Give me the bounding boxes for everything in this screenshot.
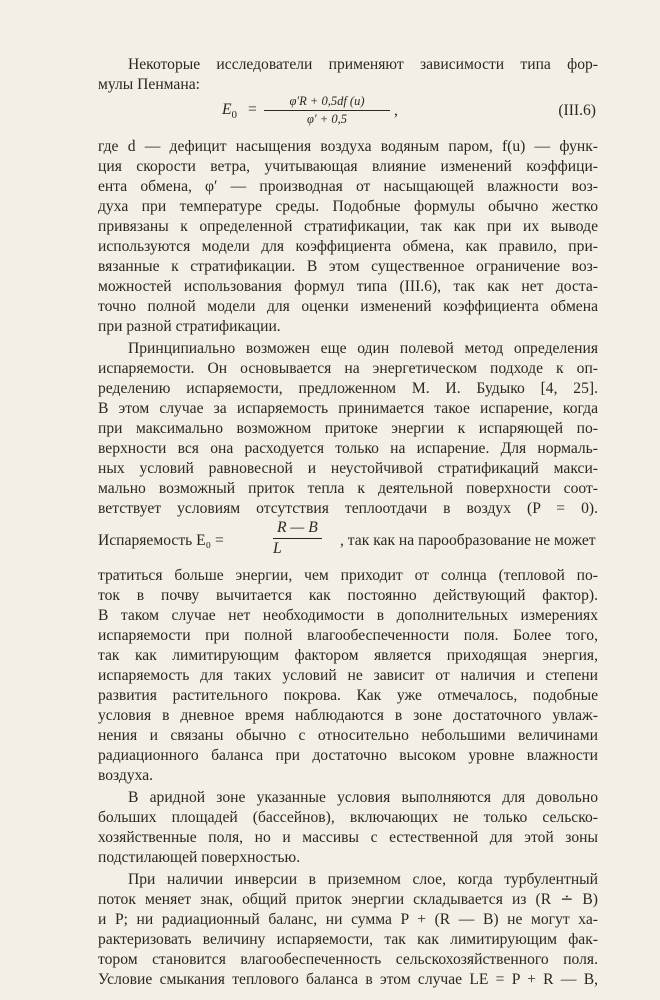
formula-lhs: $E_0$ — [222, 101, 238, 122]
text-line: мально возможный приток тепла к деятельной поверхности соот- — [98, 480, 598, 497]
text-line: В этом случае за испаряемость принимается такое испарение, когда — [98, 400, 598, 417]
text-line: испаряемости при полной влагообеспеченности поля. Более того, — [98, 627, 598, 644]
text-line: рактеризовать величину испаряемости, так как лимитирующим фак- — [98, 931, 598, 948]
text-line: В таком случае нет необходимости в дополнительных измерениях — [98, 607, 598, 624]
text-line: подстилающей поверхностью. — [98, 849, 301, 866]
formula-denominator: φ′ + 0,5 — [307, 112, 347, 126]
text-line: духа при температуре среды. Подобные формулы обычно жестко — [98, 198, 598, 215]
text-line: мулы Пенмана: — [98, 76, 200, 93]
text-line: при разной стратификации. — [98, 318, 281, 335]
text-line: развития растительного покрова. Как уже отмечалось, подобные — [98, 687, 598, 704]
text-line: где d — дефицит насыщения воздуха водяным паром, f(u) — функ- — [98, 138, 598, 155]
formula-comma: , — [394, 102, 398, 119]
text-line: При наличии инверсии в приземном слое, когда турбулентный — [128, 871, 598, 888]
text-line: хозяйственные поля, но и массивы с естественной для этой зоны — [98, 829, 598, 846]
text-line: нения и связаны обычно с относительно небольшими величинами — [98, 727, 598, 744]
formula-numerator: φ′R + 0,5df (u) — [264, 94, 390, 111]
formula-number: (III.6) — [558, 102, 596, 119]
text-line: и P; ни радиационный баланс, ни сумма P + (R — B) не могут ха- — [98, 911, 598, 928]
text-line: больших площадей (бассейнов), включающих не только сельско- — [98, 809, 598, 826]
text-line: поток меняет знак, общий приток энергии складывается из (R ∸ B) — [98, 891, 598, 908]
text-line: ента обмена, φ′ — производная от насыщающей влажности воз- — [98, 178, 598, 195]
text-line: Некоторые исследователи применяют зависимости типа фор- — [128, 56, 598, 73]
text-line: Условие смыкания теплового баланса в этом случае LE = P + R — B, — [98, 971, 598, 988]
text-line: при максимально возможном притоке энергии к испаряющей по- — [98, 420, 598, 437]
text-line: тратиться больше энергии, чем приходит от солнца (тепловой по- — [98, 567, 598, 584]
text-line: вязанные к стратификации. В этом существенное ограничение воз- — [98, 258, 598, 275]
text-line: воздуха. — [98, 767, 154, 784]
formula-III-6 — [98, 92, 598, 132]
text-line: ветствует условиям отсутствия теплоотдачи в воздух (P = 0). — [98, 500, 598, 517]
inline-formula-suffix: , так как на парообразование не может — [340, 532, 596, 549]
text-line: так как лимитирующим фактором является приходящая энергия, — [98, 647, 598, 664]
formula-equals: = — [248, 101, 257, 118]
inline-numerator: R — B — [273, 518, 322, 539]
text-line: ределению испаряемости, предложенном М. И. Будыко [4, 25]. — [98, 380, 598, 397]
text-line: точно полной модели для оценки изменений коэффициента обмена — [98, 298, 598, 315]
text-line: испаряемость для таких условий не зависит от наличия и степени — [98, 667, 598, 684]
text-line: ных условий равновесной и неустойчивой стратификаций макси- — [98, 460, 598, 477]
text-line: можностей использования формул типа (III.6), так как нет доста- — [98, 278, 598, 295]
text-line: В аридной зоне указанные условия выполняются для довольно — [128, 789, 598, 806]
text-line: тором становится влагообеспеченность сельскохозяйственного поля. — [98, 951, 598, 968]
inline-formula-prefix: Испаряемость E₀ = — [98, 532, 224, 549]
inline-fraction — [273, 518, 322, 559]
text-line: привязаны к определенной стратификации, так как при их выводе — [98, 218, 598, 235]
text-line: испаряемости. Он основывается на энергетическом подходе к оп- — [98, 360, 598, 377]
inline-formula-line — [98, 519, 598, 557]
text-line: ция скорости ветра, учитывающая влияние изменений коэффици- — [98, 158, 598, 175]
text-line: используются модели для коэффициента обмена, как правило, при- — [98, 238, 598, 255]
inline-denominator: L — [273, 540, 282, 557]
text-line: верхности вся она расходуется только на испарение. Для нормаль- — [98, 440, 598, 457]
text-line: радиационного баланса при достаточно высоком уровне влажности — [98, 747, 598, 764]
text-line: Принципиально возможен еще один полевой метод определения — [128, 340, 598, 357]
text-line: условия в дневное время наблюдаются в зоне достаточного увлаж- — [98, 707, 598, 724]
formula-fraction — [264, 94, 390, 127]
text-line: ток в почву вычитается как постоянно действующий фактор). — [98, 587, 598, 604]
